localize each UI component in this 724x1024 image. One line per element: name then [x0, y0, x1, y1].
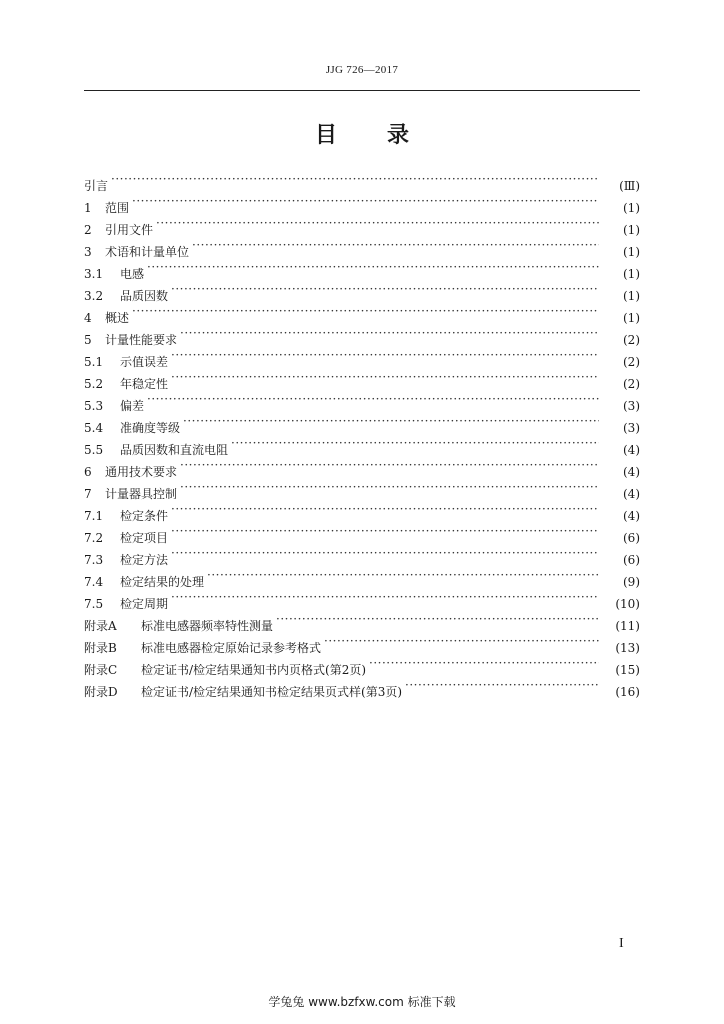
page-number: I: [619, 936, 624, 951]
toc-entry-page: (1): [623, 289, 640, 303]
toc-entry-number: 5: [84, 333, 92, 347]
toc-entry-number: 3: [84, 245, 92, 259]
toc-entry-number: 附录A: [84, 619, 117, 633]
toc-entry-number: 1: [84, 201, 92, 215]
toc-entry-label: 品质因数和直流电阻: [120, 443, 229, 457]
toc-entry-label: 检定条件: [120, 509, 169, 523]
toc-dot-leader: [369, 652, 599, 674]
toc-entry-page: (3): [623, 399, 640, 413]
toc-entry-number: 3.2: [84, 289, 104, 303]
toc-entry-label: 偏差: [120, 399, 145, 413]
table-of-contents: [84, 168, 640, 699]
page-title: 目录: [314, 123, 459, 148]
toc-entry-number: 6: [84, 465, 92, 479]
toc-dot-leader: [171, 344, 599, 366]
toc-entry-number: 附录C: [84, 663, 118, 677]
toc-entry-label: 计量器具控制: [105, 487, 178, 501]
toc-entry[interactable]: [84, 410, 640, 435]
toc-entry-page: (6): [623, 553, 640, 567]
toc-entry-page: (3): [623, 421, 640, 435]
toc-entry[interactable]: [84, 212, 640, 237]
toc-entry[interactable]: [84, 256, 640, 281]
toc-entry-label: 检定证书/检定结果通知书检定结果页式样(第3页): [141, 685, 403, 699]
toc-dot-leader: [171, 542, 599, 564]
toc-entry-label: 计量性能要求: [105, 333, 178, 347]
toc-entry-label: 检定证书/检定结果通知书内页格式(第2页): [141, 663, 367, 677]
toc-entry-label: 引言: [84, 179, 109, 193]
toc-dot-leader: [207, 564, 599, 586]
toc-entry-number: 4: [84, 311, 92, 325]
toc-entry-label: 标准电感器检定原始记录参考格式: [141, 641, 322, 655]
document-code-header: JJG 726—2017: [325, 64, 399, 76]
toc-entry-label: 年稳定性: [120, 377, 169, 391]
toc-entry-label: 电感: [120, 267, 145, 281]
toc-entry-number: 7.1: [84, 509, 104, 523]
toc-entry-label: 概述: [105, 311, 130, 325]
toc-dot-leader: [111, 168, 599, 190]
toc-entry-number: 7.5: [84, 597, 104, 611]
toc-entry-page: (11): [615, 619, 640, 633]
toc-dot-leader: [183, 410, 599, 432]
toc-entry-label: 检定周期: [120, 597, 169, 611]
toc-entry-page: (1): [623, 311, 640, 325]
toc-entry-number: 7: [84, 487, 92, 501]
toc-entry-label: 检定结果的处理: [120, 575, 205, 589]
toc-entry-number: 附录B: [84, 641, 117, 655]
toc-dot-leader: [405, 674, 599, 696]
toc-entry-page: (10): [615, 597, 640, 611]
toc-entry-page: (4): [623, 487, 640, 501]
toc-dot-leader: [132, 190, 599, 212]
toc-entry-page: (15): [615, 663, 640, 677]
toc-entry-number: 5.1: [84, 355, 104, 369]
toc-entry-number: 7.2: [84, 531, 104, 545]
toc-dot-leader: [324, 630, 599, 652]
toc-entry-page: (4): [623, 443, 640, 457]
toc-dot-leader: [171, 278, 599, 300]
toc-entry-page: (1): [623, 267, 640, 281]
toc-entry[interactable]: [84, 300, 640, 325]
toc-entry-label: 通用技术要求: [105, 465, 178, 479]
toc-dot-leader: [147, 256, 599, 278]
toc-entry[interactable]: [84, 234, 640, 259]
toc-entry[interactable]: [84, 168, 640, 193]
toc-dot-leader: [276, 608, 599, 630]
toc-entry-number: 2: [84, 223, 92, 237]
toc-entry-label: 准确度等级: [120, 421, 181, 435]
toc-entry-number: 5.4: [84, 421, 104, 435]
toc-entry-page: (Ⅲ): [619, 179, 640, 193]
toc-dot-leader: [180, 476, 599, 498]
toc-dot-leader: [192, 234, 599, 256]
toc-dot-leader: [171, 366, 599, 388]
toc-entry-label: 检定项目: [120, 531, 169, 545]
toc-entry-number: 5.3: [84, 399, 104, 413]
toc-entry-page: (1): [623, 245, 640, 259]
toc-entry-label: 范围: [105, 201, 130, 215]
toc-entry-page: (1): [623, 201, 640, 215]
toc-entry-label: 术语和计量单位: [105, 245, 190, 259]
toc-dot-leader: [171, 520, 599, 542]
toc-entry-label: 品质因数: [120, 289, 169, 303]
toc-entry-page: (4): [623, 509, 640, 523]
toc-entry-page: (6): [623, 531, 640, 545]
toc-entry[interactable]: [84, 322, 640, 347]
toc-entry-number: 3.1: [84, 267, 104, 281]
toc-dot-leader: [180, 322, 599, 344]
toc-entry-page: (1): [623, 223, 640, 237]
toc-dot-leader: [147, 388, 599, 410]
toc-entry-number: 附录D: [84, 685, 118, 699]
toc-entry[interactable]: [84, 278, 640, 303]
toc-entry-number: 5.2: [84, 377, 104, 391]
toc-entry-number: 7.4: [84, 575, 104, 589]
toc-entry-label: 检定方法: [120, 553, 169, 567]
toc-entry-number: 7.3: [84, 553, 104, 567]
header-rule: [84, 90, 640, 91]
toc-dot-leader: [231, 432, 599, 454]
toc-entry-page: (2): [623, 333, 640, 347]
toc-entry-page: (2): [623, 377, 640, 391]
toc-entry-label: 标准电感器频率特性测量: [141, 619, 274, 633]
toc-dot-leader: [156, 212, 599, 234]
toc-dot-leader: [180, 454, 599, 476]
footer-watermark: 学兔兔 www.bzfxw.com 标准下载: [268, 995, 456, 1009]
toc-dot-leader: [132, 300, 599, 322]
toc-entry[interactable]: [84, 190, 640, 215]
toc-entry-page: (4): [623, 465, 640, 479]
toc-dot-leader: [171, 498, 599, 520]
toc-entry[interactable]: [84, 388, 640, 413]
toc-dot-leader: [171, 586, 599, 608]
toc-entry-page: (13): [615, 641, 640, 655]
toc-entry-page: (16): [615, 685, 640, 699]
toc-entry-label: 引用文件: [105, 223, 154, 237]
toc-entry-page: (2): [623, 355, 640, 369]
toc-entry-number: 5.5: [84, 443, 104, 457]
toc-entry-label: 示值误差: [120, 355, 169, 369]
toc-entry-page: (9): [623, 575, 640, 589]
